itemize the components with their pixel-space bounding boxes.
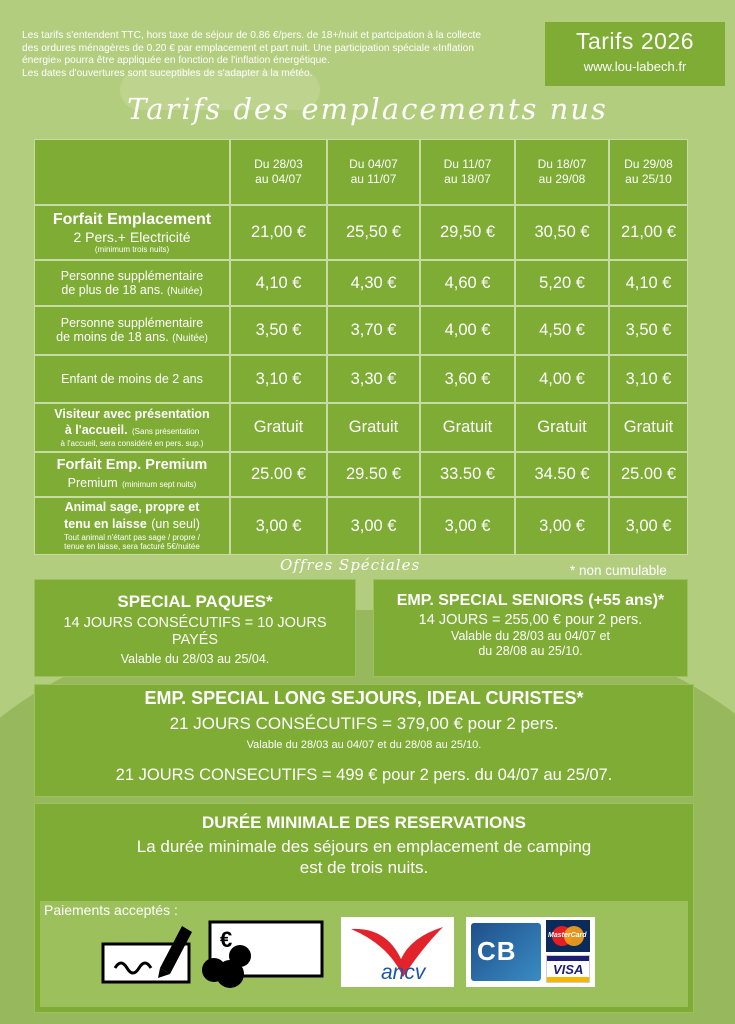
- period-end: au 11/07: [350, 172, 397, 186]
- row-label-note: Tout animal n'étant pas sage / propre /: [64, 533, 200, 543]
- period-end: au 29/08: [538, 172, 586, 186]
- offer-line: PAYÉS: [171, 632, 219, 648]
- price-cell: 3,10 €: [609, 355, 688, 403]
- offer-seniors: [373, 579, 688, 677]
- row-label-sub: 2 Pers.+ Electricité: [73, 229, 191, 246]
- price-cell: 4,10 €: [609, 260, 688, 306]
- price-cell: 21,00 €: [230, 205, 327, 260]
- row-label-note: (minimum trois nuits): [94, 245, 170, 255]
- row-label-animal: [34, 497, 230, 555]
- price-cell: 29,50 €: [420, 205, 515, 260]
- disclaimer-line: énergie» pourra être appliquée en fonction de l'inflation énergétique.: [22, 55, 330, 67]
- price-cell: 30,50 €: [515, 205, 609, 260]
- offer-validity: Valable du 28/03 au 04/07 et: [451, 629, 610, 643]
- price-cell: Gratuit: [327, 403, 420, 452]
- table-corner: [34, 139, 230, 205]
- price-cell: 3,00 €: [609, 497, 688, 555]
- disclaimer-line: des ordures ménagères de 0.20 € par emplacement et part nuit. Une participation spéciale «Inflation: [22, 42, 474, 54]
- brand-box: [545, 22, 725, 86]
- row-label-sub: à l'accueil.: [64, 422, 128, 437]
- row-label-title: Personne supplémentaire: [60, 316, 204, 331]
- row-label-title: Visiteur avec présentation: [54, 406, 210, 421]
- ancv-logo: [341, 917, 454, 987]
- row-label-note: (Nuitée): [167, 285, 203, 297]
- ancv-text: ancv: [381, 961, 426, 984]
- row-label-sub: tenu en laisse: [64, 516, 147, 531]
- row-label-minor: [34, 306, 230, 355]
- brand-url[interactable]: www.lou-labech.fr: [583, 59, 687, 74]
- offer-line: 21 JOURS CONSÉCUTIFS = 379,00 € pour 2 pers.: [169, 714, 559, 733]
- disclaimer-line: Les dates d'ouvertures sont suceptibles de s'adapter à la météo.: [22, 67, 313, 79]
- visa-logo: [546, 955, 590, 983]
- price-cell: 3,50 €: [230, 306, 327, 355]
- row-label-forfait: [34, 205, 230, 260]
- row-label-note: tenue en laisse, sera facturé 5€/nuitée: [64, 542, 200, 552]
- row-label-sub: de plus de 18 ans.: [61, 282, 164, 297]
- cheque-icon: [100, 916, 200, 986]
- duree-line: est de trois nuits.: [299, 858, 429, 877]
- price-cell: 3,00 €: [327, 497, 420, 555]
- euro-glyph: €: [220, 927, 233, 952]
- duree-title: DURÉE MINIMALE DES RESERVATIONS: [202, 813, 526, 832]
- period-start: Du 29/08: [624, 157, 673, 171]
- offer-title: EMP. SPECIAL SENIORS (+55 ans)*: [396, 592, 665, 609]
- offer-long-sejours: [34, 684, 694, 797]
- offer-line: 14 JOURS = 255,00 € pour 2 pers.: [418, 612, 643, 628]
- price-cell: 4,00 €: [420, 306, 515, 355]
- non-cumulable-note: * non cumulable: [570, 563, 667, 578]
- price-cell: 3,10 €: [230, 355, 327, 403]
- cb-logo: [471, 923, 541, 981]
- period-end: au 18/07: [444, 172, 491, 186]
- price-cell: Gratuit: [230, 403, 327, 452]
- row-label-title: Animal sage, propre et: [64, 500, 200, 515]
- offer-paques: [34, 579, 356, 677]
- price-cell: 25.00 €: [609, 452, 688, 497]
- payments-label: Paiements acceptés :: [44, 902, 178, 918]
- offer-title: SPECIAL PAQUES*: [117, 592, 273, 611]
- period-header: [515, 139, 609, 205]
- offer-line: 14 JOURS CONSÉCUTIFS = 10 JOURS: [63, 615, 327, 631]
- mastercard-text: MasterCard: [548, 932, 587, 939]
- offer-validity: Valable du 28/03 au 25/04.: [120, 652, 270, 666]
- row-label-adult: [34, 260, 230, 306]
- price-cell: 3,00 €: [515, 497, 609, 555]
- period-header: [327, 139, 420, 205]
- row-label-title: Enfant de moins de 2 ans: [61, 371, 203, 386]
- price-cell: 34.50 €: [515, 452, 609, 497]
- price-cell: Gratuit: [609, 403, 688, 452]
- row-label-note: (Nuitée): [172, 333, 208, 345]
- row-label-visitor: [34, 403, 230, 452]
- offer-title: EMP. SPECIAL LONG SEJOURS, IDEAL CURISTES*: [144, 688, 584, 708]
- period-header: [420, 139, 515, 205]
- offer-line: 21 JOURS CONSECUTIFS = 499 € pour 2 pers. du 04/07 au 25/07.: [115, 766, 613, 784]
- period-end: au 25/10: [625, 172, 672, 186]
- price-cell: 25.00 €: [230, 452, 327, 497]
- price-cell: 3,00 €: [420, 497, 515, 555]
- price-cell: 33.50 €: [420, 452, 515, 497]
- row-label-child: [34, 355, 230, 403]
- price-cell: 25,50 €: [327, 205, 420, 260]
- row-label-note: (minimum sept nuits): [122, 479, 197, 489]
- price-cell: Gratuit: [515, 403, 609, 452]
- period-header: [230, 139, 327, 205]
- period-start: Du 04/07: [349, 157, 398, 171]
- disclaimer-line: Les tarifs s'entendent TTC, hors taxe de séjour de 0.86 €/pers. de 18+/nuit et partcipation à la collecte: [22, 30, 482, 41]
- period-start: Du 11/07: [443, 157, 492, 171]
- row-label-note: (un seul): [151, 516, 200, 531]
- price-cell: 4,10 €: [230, 260, 327, 306]
- row-label-note: (Sans présentation: [132, 426, 200, 436]
- brand-title: Tarifs 2026: [575, 28, 694, 54]
- offers-title: Offres Spéciales: [280, 556, 421, 574]
- price-cell: 21,00 €: [609, 205, 688, 260]
- row-label-note: à l'accueil, sera considéré en pers. sup.): [60, 439, 204, 449]
- price-cell: 4,60 €: [420, 260, 515, 306]
- offer-validity: du 28/08 au 25/10.: [478, 644, 583, 658]
- row-label-title: Personne supplémentaire: [60, 268, 204, 283]
- row-label-premium: [34, 452, 230, 497]
- cb-text: CB: [477, 936, 517, 966]
- row-label-sub: Premium: [67, 475, 118, 490]
- period-end: au 04/07: [255, 172, 302, 186]
- row-label-sub: de moins de 18 ans.: [56, 330, 169, 345]
- price-cell: 3,70 €: [327, 306, 420, 355]
- price-cell: 3,30 €: [327, 355, 420, 403]
- row-label-title: Forfait Emplacement: [52, 210, 212, 228]
- period-start: Du 18/07: [537, 157, 587, 171]
- price-cell: 3,50 €: [609, 306, 688, 355]
- disclaimer: [22, 30, 552, 80]
- price-cell: 3,60 €: [420, 355, 515, 403]
- cards-logos: [466, 917, 595, 987]
- price-table: [34, 139, 688, 555]
- price-cell: 3,00 €: [230, 497, 327, 555]
- cash-icon: [200, 918, 326, 990]
- price-cell: 29.50 €: [327, 452, 420, 497]
- price-cell: 4,00 €: [515, 355, 609, 403]
- price-cell: 4,30 €: [327, 260, 420, 306]
- offer-validity: Valable du 28/03 au 04/07 et du 28/08 au 25/10.: [246, 739, 482, 751]
- duree-line: La durée minimale des séjours en emplacement de camping: [136, 837, 592, 856]
- visa-text: VISA: [553, 962, 584, 977]
- price-cell: Gratuit: [420, 403, 515, 452]
- page-title: Tarifs des emplacements nus: [127, 92, 608, 126]
- mastercard-logo: [546, 920, 590, 952]
- row-label-title: Forfait Emp. Premium: [56, 456, 208, 473]
- period-start: Du 28/03: [254, 157, 303, 171]
- price-cell: 4,50 €: [515, 306, 609, 355]
- price-cell: 5,20 €: [515, 260, 609, 306]
- period-header: [609, 139, 688, 205]
